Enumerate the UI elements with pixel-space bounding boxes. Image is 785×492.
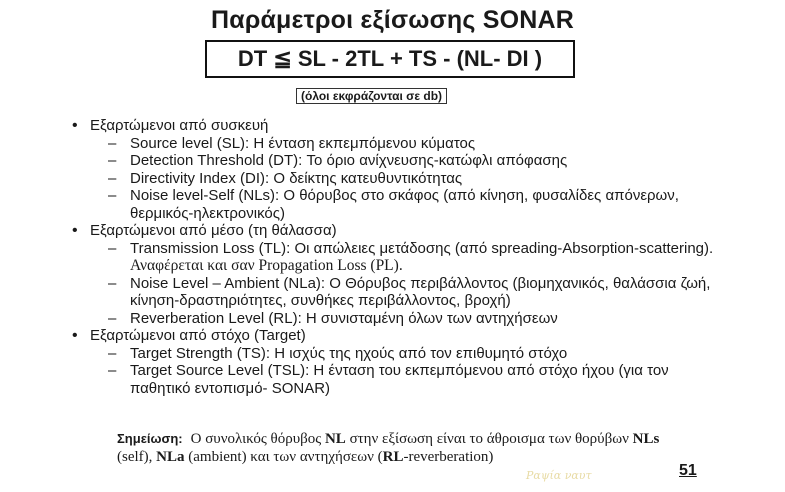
note-text-3: (self), bbox=[117, 449, 157, 465]
units-note: (όλοι εκφράζονται σε db) bbox=[296, 88, 447, 104]
note-rl: RL bbox=[382, 449, 404, 465]
list-item-source-level: – Source level (SL): Η ένταση εκπεμπόμενου κύματος bbox=[0, 135, 785, 153]
propagation-loss-text: Αναφέρεται και σαν Propagation Loss (PL). bbox=[130, 257, 403, 274]
note-block bbox=[117, 430, 677, 466]
parameter-list bbox=[0, 117, 785, 397]
list-item-noise-level-ambient: – Noise Level – Ambient (NLa): Ο Θόρυβος περιβάλλοντος (βιομηχανικός, θαλάσσια ζωή, κίνηση-δραστηριότητες, συνθήκες περιβάλλοντος, βροχή) bbox=[0, 275, 785, 310]
list-item-directivity-index: – Directivity Index (DI): Ο δείκτης κατευθυντικότητας bbox=[0, 170, 785, 188]
note-label: Σημείωση: bbox=[117, 431, 183, 446]
watermark: Ραψία ναυτ bbox=[526, 469, 592, 482]
list-item-noise-level-self: – Noise level-Self (NLs): Ο θόρυβος στο σκάφος (από κίνηση, φυσαλίδες απόνερων, θερμικός-ηλεκτρονικός) bbox=[0, 187, 785, 222]
note-text-5: -reverberation) bbox=[403, 449, 494, 465]
note-text-2: στην εξίσωση είναι το άθροισμα των θορύβων bbox=[345, 431, 633, 447]
group-heading-target: • Εξαρτώμενοι από στόχο (Target) bbox=[0, 327, 785, 345]
note-nla: NLa bbox=[156, 449, 185, 465]
transmission-loss-text: Transmission Loss (TL): Οι απώλειες μετάδοσης (από spreading-Absorption-scattering). bbox=[130, 239, 714, 257]
list-item-transmission-loss bbox=[0, 240, 785, 275]
slide-title: Παράμετροι εξίσωσης SONAR bbox=[211, 6, 574, 34]
list-item-reverberation-level: – Reverberation Level (RL): Η συνισταμένη όλων των αντηχήσεων bbox=[0, 310, 785, 328]
list-item-detection-threshold: – Detection Threshold (DT): Το όριο ανίχνευσης-κατώφλι απόφασης bbox=[0, 152, 785, 170]
list-item-target-source-level: – Target Source Level (TSL): Η ένταση του εκπεμπόμενου από στόχο ήχου (για τον παθητικό εντοπισμό- SONAR) bbox=[0, 362, 785, 397]
page-number: 51 bbox=[679, 462, 697, 479]
note-text-1: Ο συνολικός θόρυβος bbox=[190, 431, 325, 447]
sonar-equation-box: DT ≦ SL - 2TL + TS - (NL- DI ) bbox=[205, 40, 575, 78]
group-heading-medium: • Εξαρτώμενοι από μέσο (τη θάλασσα) bbox=[0, 222, 785, 240]
list-item-target-strength: – Target Strength (TS): Η ισχύς της ηχούς από τον επιθυμητό στόχο bbox=[0, 345, 785, 363]
group-heading-device: • Εξαρτώμενοι από συσκευή bbox=[0, 117, 785, 135]
note-text-4: (ambient) και των αντηχήσεων ( bbox=[184, 449, 383, 465]
note-nls: NLs bbox=[632, 431, 660, 447]
note-nl: NL bbox=[324, 431, 346, 447]
